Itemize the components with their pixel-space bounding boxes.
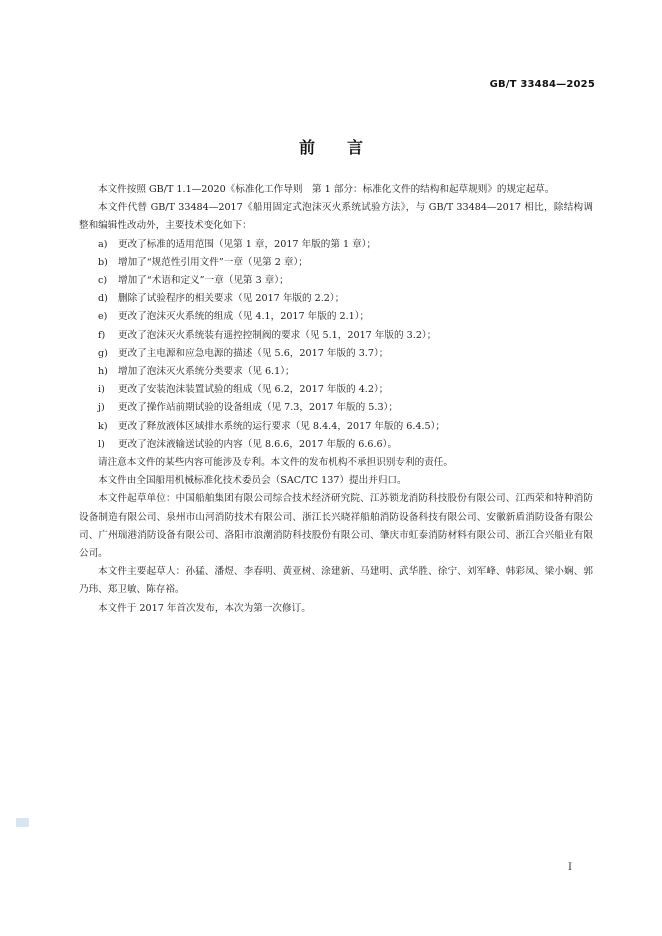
list-item	[79, 399, 593, 417]
paragraph-drafters: 本文件主要起草人：孙猛、潘煜、李春明、黄亚树、涂建新、马建明、武华胜、徐宁、刘军峰、韩彩凤、梁小娴、郭乃玮、郑卫敏、陈存裕。	[79, 566, 593, 596]
list-item	[79, 436, 593, 454]
list-item	[79, 254, 593, 272]
list-item-text: 更改了泡沫灭火系统装有遥控控制阀的要求（见 5.1，2017 年版的 3.2）；	[118, 329, 437, 341]
page-number: I	[568, 862, 572, 873]
list-item	[79, 290, 593, 308]
list-marker: b)	[98, 256, 108, 268]
paragraph-drafting-rules: 本文件按照 GB/T 1.1—2020《标准化工作导则 第 1 部分：标准化文件的结构和起草规则》的规定起草。	[98, 184, 555, 195]
list-marker: g)	[98, 347, 108, 359]
list-item	[79, 308, 593, 326]
list-item	[79, 345, 593, 363]
list-marker: j)	[98, 402, 105, 414]
list-marker: e)	[98, 311, 108, 323]
list-item-text: 更改了泡沫灭火系统的组成（见 4.1，2017 年版的 2.1）；	[118, 311, 370, 323]
list-marker: f)	[98, 329, 106, 341]
list-item-text: 增加了泡沫灭火系统分类要求（见 6.1）；	[118, 366, 295, 378]
paragraph-proposer: 本文件由全国船用机械标准化技术委员会（SAC/TC 137）提出并归口。	[98, 475, 407, 487]
list-item-text: 更改了泡沫液输送试验的内容（见 8.6.6，2017 年版的 6.6.6）。	[118, 438, 398, 450]
list-marker: h)	[98, 366, 108, 378]
list-item-text: 更改了操作站前期试验的设备组成（见 7.3，2017 年版的 5.3）；	[118, 402, 398, 414]
changes-list	[79, 236, 593, 454]
list-item-text: 增加了“规范性引用文件”一章（见第 2 章）；	[118, 256, 308, 268]
list-item	[79, 236, 593, 254]
paragraph-revision-history: 本文件于 2017 年首次发布，本次为第一次修订。	[98, 602, 311, 614]
list-item-text: 更改了主电源和应急电源的描述（见 5.6，2017 年版的 3.7）；	[118, 347, 389, 359]
list-item-text: 更改了释放液体区域排水系统的运行要求（见 8.4.4，2017 年版的 6.4.5）；	[118, 420, 446, 432]
watermark-stamp	[16, 818, 29, 827]
list-item-text: 更改了安装泡沫装置试验的组成（见 6.2，2017 年版的 4.2）；	[118, 384, 389, 396]
page-title: 前言	[298, 138, 395, 157]
list-item	[79, 327, 593, 345]
paragraph-replacement: 本文件代替 GB/T 33484—2017《船用固定式泡沫灭火系统试验方法》，与 GB/T 33484—2017 相比，除结构调整和编辑性改动外，主要技术变化如下：	[79, 202, 593, 232]
list-item-text: 增加了“术语和定义”一章（见第 3 章）；	[118, 275, 289, 287]
list-marker: d)	[98, 293, 108, 305]
foreword-body	[79, 181, 593, 618]
list-item-text: 删除了试验程序的相关要求（见 2017 年版的 2.2）；	[118, 293, 345, 305]
list-marker: c)	[98, 275, 108, 287]
paragraph-patent-notice: 请注意本文件的某些内容可能涉及专利。本文件的发布机构不承担识别专利的责任。	[98, 457, 453, 469]
list-item	[79, 418, 593, 436]
list-item	[79, 381, 593, 399]
list-item	[79, 272, 593, 290]
list-marker: k)	[98, 420, 108, 432]
list-marker: a)	[98, 238, 108, 250]
list-item-text: 更改了标准的适用范围（见第 1 章，2017 年版的第 1 章）；	[118, 238, 377, 250]
list-marker: l)	[98, 438, 105, 450]
list-item	[79, 363, 593, 381]
paragraph-drafting-units: 本文件起草单位：中国船舶集团有限公司综合技术经济研究院、江苏锁龙消防科技股份有限公司、江西荣和特种消防设备制造有限公司、泉州市山河消防技术有限公司、浙江长兴晓祥船舶消防设备科技有限公司、安徽新盾消防设备有限公司、广州瑞港消防设备有限公司、洛阳市浪潮消防科技股份有限公司、肇庆市虹泰消防材料有限公司、浙江合兴船业有限公司。	[79, 493, 593, 560]
list-marker: i)	[98, 384, 105, 396]
standard-code: GB/T 33484—2025	[489, 79, 595, 90]
